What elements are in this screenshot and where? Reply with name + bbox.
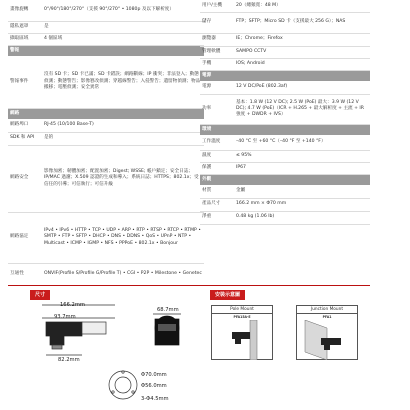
junction-mount-model: PFA1 — [322, 315, 332, 319]
junction-mount-title: Junction Mount — [297, 306, 357, 314]
section-header — [200, 70, 370, 81]
spec-key: 管理軟體 — [200, 46, 234, 58]
spec-key: 材質 — [200, 185, 234, 198]
spec-value: ONVIF(Profile S/Profile G/Profile T) • CGI • P2P • Milestone • Genetec — [42, 263, 204, 285]
spec-row — [8, 212, 204, 263]
spec-row — [200, 58, 370, 70]
section-header — [8, 108, 204, 119]
spec-value: IE；Chrome；Firefox — [234, 33, 370, 46]
spec-key: 網路協定 — [8, 212, 42, 263]
spec-key: 功率 — [200, 94, 234, 124]
spec-row — [200, 135, 370, 150]
dimensions-banner: 尺寸 — [30, 290, 50, 300]
spec-row — [200, 0, 370, 12]
spec-value: 金屬 — [234, 185, 370, 198]
junction-mount-figure — [296, 305, 358, 360]
spec-value: 0°/90°/180°/270°（支援 90°/270° • 1080p 及以下解析度） — [42, 0, 204, 21]
spec-key: 淨重 — [200, 211, 234, 224]
spec-key: 手機 — [200, 58, 234, 70]
spec-key: 產品尺寸 — [200, 198, 234, 211]
pole-mount-model: PFA15A-E — [233, 315, 251, 319]
section-divider — [8, 285, 370, 286]
spec-row — [8, 33, 204, 45]
spec-value: 0.48 kg (1.06 lb) — [234, 211, 370, 224]
spec-value: 沒有 SD 卡；SD 卡已滿；SD 卡錯誤；網路斷線；IP 衝突；非法登入；動態偵測；動態警告；影像篡改偵測；穿越線警告；入侵警告；遺留物偵測；物品搬移；電壓偵測；安全異常 — [42, 56, 204, 108]
spec-value: 基本：1.8 W (12 V DC); 2.5 W (PoE) 最大：3.9 W (12 V DC); 4.7 W (PoE)（ICR + H.265 + 最大解析度 + 主流 + IR 強度 + DWDR + IVS） — [234, 94, 370, 124]
spec-row — [8, 263, 204, 285]
spec-value: ≤ 95% — [234, 150, 370, 162]
section-title: 環境 — [200, 124, 370, 135]
spec-row — [200, 150, 370, 162]
spec-row — [8, 145, 204, 212]
spec-row — [200, 12, 370, 33]
spec-value: RJ-45 (10/100 Base-T) — [42, 119, 204, 132]
spec-row — [8, 119, 204, 132]
spec-key: 工作溫度 — [200, 135, 234, 150]
dim-screw: 3-Φ4.5mm — [141, 396, 169, 402]
spec-row — [200, 185, 370, 198]
section-header — [8, 45, 204, 56]
pole-mount-illustration — [212, 320, 274, 360]
dim-front: 93.7mm — [54, 314, 76, 320]
spec-row — [200, 211, 370, 224]
spec-row — [200, 81, 370, 94]
spec-row — [200, 198, 370, 211]
spec-value: FTP；SFTP；Micro SD 卡（支援最大 256 G）；NAS — [234, 12, 370, 33]
junction-mount-illustration — [297, 320, 359, 360]
dim-bottom: 82.2mm — [58, 357, 80, 363]
spec-row — [200, 94, 370, 124]
spec-key: 畫像旋轉 — [8, 0, 42, 21]
dim-d70: Φ70.0mm — [141, 372, 167, 378]
spec-value: 是的 — [42, 132, 204, 145]
spec-row — [8, 0, 204, 21]
spec-value: IPv4 • IPv6 • HTTP • TCP • UDP • ARP • RTP • RTSP • RTCP • RTMP • SMTP • FTP • SFTP • DHCP • DNS • DDNS • QoS • UPnP • NTP • Multicast • ICMP • IGMP • NFS • PPPoE • 802.1x • Bonjour — [42, 212, 204, 263]
dim-d56: Φ56.0mm — [141, 383, 167, 389]
spec-table-left — [8, 0, 204, 286]
section-header — [200, 124, 370, 135]
section-title: 外觀 — [200, 174, 370, 185]
spec-value: 166.2 mm × Φ70 mm — [234, 198, 370, 211]
spec-value: SAMPO CCTV — [234, 46, 370, 58]
spec-value: 12 V DC/PoE (802.3af) — [234, 81, 370, 94]
spec-key: 隱私遮罩 — [8, 21, 42, 33]
spec-value: 4 個區域 — [42, 33, 204, 45]
spec-row — [8, 132, 204, 145]
camera-dimension-diagram — [20, 300, 205, 408]
spec-key: 網路安全 — [8, 145, 42, 212]
dim-width: 68.7mm — [157, 307, 179, 313]
spec-table-right — [200, 0, 370, 225]
section-title: 網路 — [8, 108, 204, 119]
pole-mount-title: Pole Mount — [212, 306, 272, 314]
spec-key: 瀏覽器 — [200, 33, 234, 46]
spec-key: 擷取區域 — [8, 33, 42, 45]
spec-row — [200, 162, 370, 174]
spec-value: –40 °C 至 +60 °C（–40 °F 至 +140 °F） — [234, 135, 370, 150]
mounting-banner: 安裝示意圖 — [210, 290, 245, 300]
pole-mount-figure — [211, 305, 273, 360]
spec-key: 互通性 — [8, 263, 42, 285]
spec-key: 用戶/主機 — [200, 0, 234, 12]
section-title: 電源 — [200, 70, 370, 81]
spec-row — [200, 33, 370, 46]
spec-value: 影像加密；韌體加密；配置加密；Digest; WSSE; 帳戶鎖定；安全日誌；IP/MAC 過濾；X.509 認證的生成和導入；系統日誌；HTTPS；802.1x；受信任的引導；可信執行；可信升級 — [42, 145, 204, 212]
spec-row — [8, 21, 204, 33]
spec-value: 20（總頻寬：48 M） — [234, 0, 370, 12]
spec-key: SDK 和 API — [8, 132, 42, 145]
spec-key: 電源 — [200, 81, 234, 94]
spec-row — [200, 46, 370, 58]
section-title: 警報 — [8, 45, 204, 56]
spec-value: IP67 — [234, 162, 370, 174]
spec-row — [8, 56, 204, 108]
spec-key: 濕度 — [200, 150, 234, 162]
spec-key: 網路埠口 — [8, 119, 42, 132]
spec-value: IOS; Android — [234, 58, 370, 70]
spec-key: 保護 — [200, 162, 234, 174]
spec-key: 警報事件 — [8, 56, 42, 108]
dim-length: 166.2mm — [60, 302, 85, 308]
spec-key: 儲存 — [200, 12, 234, 33]
section-header — [200, 174, 370, 185]
spec-value: 是 — [42, 21, 204, 33]
